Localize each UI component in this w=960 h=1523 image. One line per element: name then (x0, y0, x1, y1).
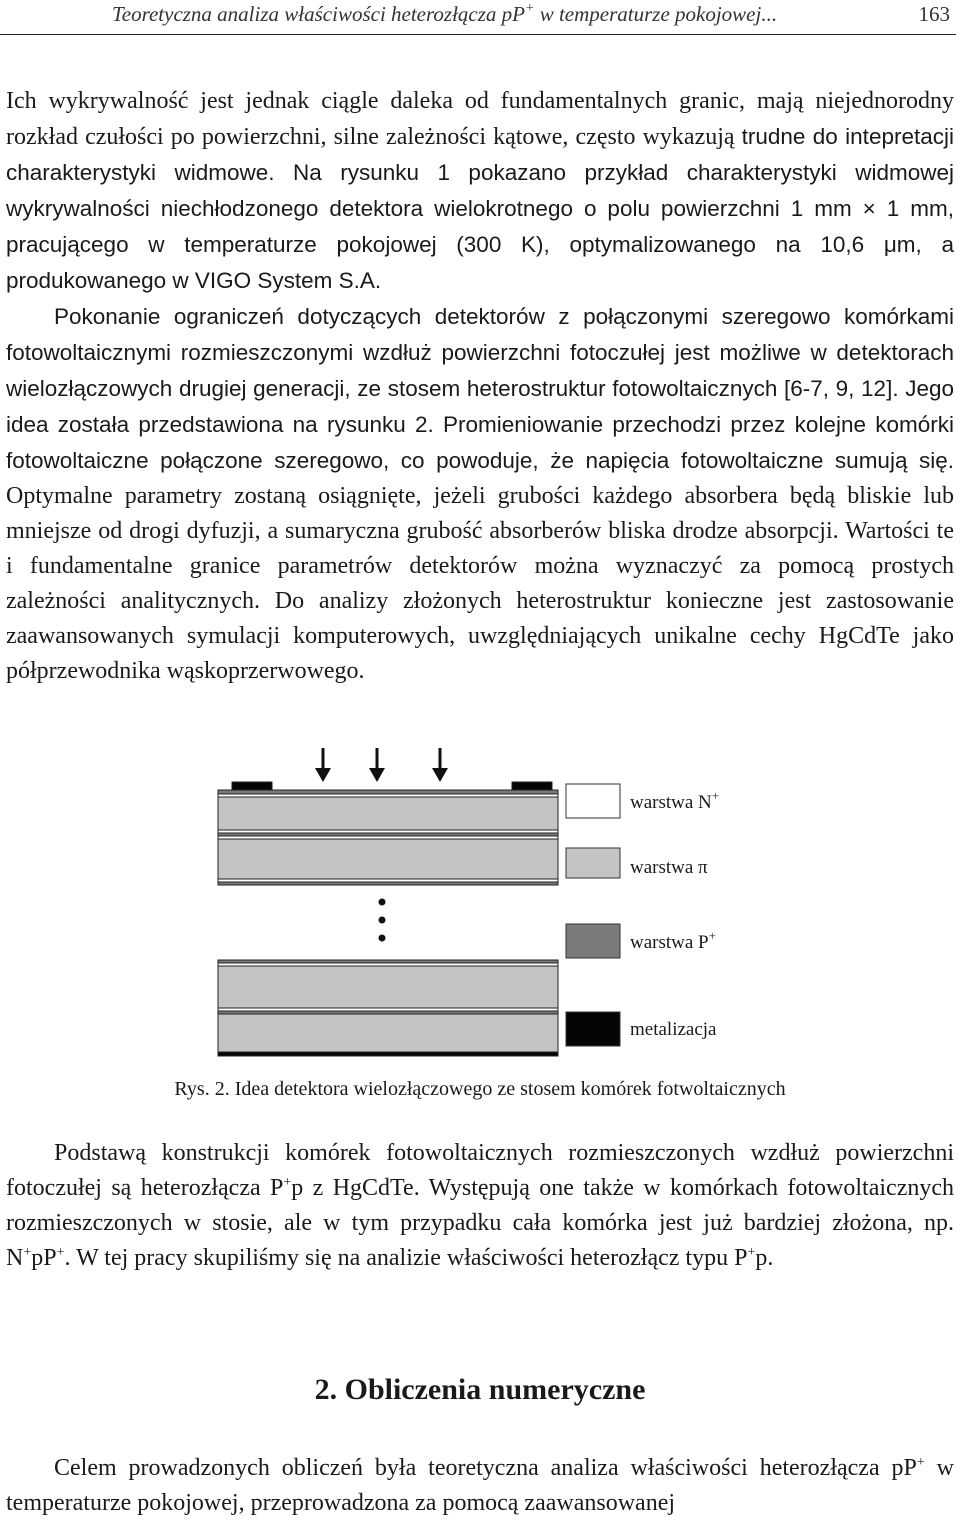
legend-label-pi: warstwa π (630, 857, 708, 878)
legend-swatch-p-plus (566, 924, 620, 958)
body-paragraph-2: Podstawą konstrukcji komórek fotowoltaicznych rozmieszczonych wzdłuż powierzchni fotoczułej są heterozłącza P+p z HgCdTe. Występują one także w komórkach fotowoltaicznych rozmieszczonych w stosie, ale w tym przypadku cała komórka jest już bardziej złożona, np. N+pP+. W tej pracy skupiliśmy się na analizie właściwości heterozłącz typu P+p. (6, 1140, 954, 1271)
figure-2 (210, 742, 790, 1062)
top-stack (218, 782, 558, 885)
continuation-dots (379, 899, 386, 942)
page-number: 163 (918, 2, 950, 26)
body-paragraph-1: Ich wykrywalność jest jednak ciągle daleka od fundamentalnych granic, mają niejednorodny rozkład czułości po powierzchni, silne zależności kątowe, często wykazują trudne do intepretacji charakterystyki widmowe. Na rysunku 1 pokazano przykład charakterystyki widmowej wykrywalności niechłodzonego detektora wielokrotnego o polu powierzchni 1 mm × 1 mm, pracującego w temperaturze pokojowej (300 K), optymalizowanego na 10,6 μm, a produkowanego w VIGO System S.A. Pokonanie ograniczeń dotyczących detektorów z połączonymi szeregowo komórkami fotowoltaicznymi rozmieszczonymi wzdłuż powierzchni fotoczułej jest możliwe w detektorach wielozłączowych drugiej generacji, ze stosem heterostruktur fotowoltaicznych [6-7, 9, 12]. Jego idea została przedstawiona na rysunku 2. Promieniowanie przechodzi przez kolejne komórki fotowoltaiczne połączone szeregowo, co powoduje, że napięcia fotowoltaiczne sumują się. Optymalne parametry zostaną osiągnięte, jeżeli grubości każdego absorbera będą bliskie lub mniejsze od drogi dyfuzji, a sumaryczna grubość absorberów bliska drodze absorpcji. Wartości te i fundamentalne granice parametrów detektorów można wyznaczyć za pomocą prostych zależności analitycznych. Do analizy złożonych heterostruktur konieczne jest zastosowanie zaawansowanych symulacji komputerowych, uwzględniających unikalne cechy HgCdTe jako półprzewodnika wąskoprzerwowego. (6, 88, 954, 684)
legend (566, 784, 719, 1046)
stacked-detector-diagram (210, 742, 790, 1062)
legend-swatch-pi (566, 848, 620, 878)
section-heading: 2. Obliczenia numeryczne (314, 1373, 646, 1406)
figure-caption: Rys. 2. Idea detektora wielozłączowego ze stosem komórek fotwoltaicznych (174, 1078, 786, 1100)
running-title: Teoretyczna analiza właściwości heterozłącza pP+ w temperaturze pokojowej... (112, 1, 778, 26)
radiation-arrows (315, 748, 448, 782)
bottom-stack (218, 960, 558, 1056)
top-metal-right (512, 782, 552, 790)
legend-label-n-plus: warstwa N+ (630, 788, 720, 813)
legend-swatch-n-plus (566, 784, 620, 818)
page-header (0, 0, 956, 35)
legend-swatch-metal (566, 1012, 620, 1046)
legend-label-p-plus: warstwa P+ (630, 928, 716, 953)
body-paragraph-3: Celem prowadzonych obliczeń była teoretyczna analiza właściwości heterozłącza pP+ w temperaturze pokojowej, przeprowadzona za pomocą zaawansowanej (6, 1455, 955, 1516)
bottom-metal (218, 1052, 558, 1056)
legend-label-metal: metalizacja (630, 1019, 717, 1040)
top-metal-left (232, 782, 272, 790)
